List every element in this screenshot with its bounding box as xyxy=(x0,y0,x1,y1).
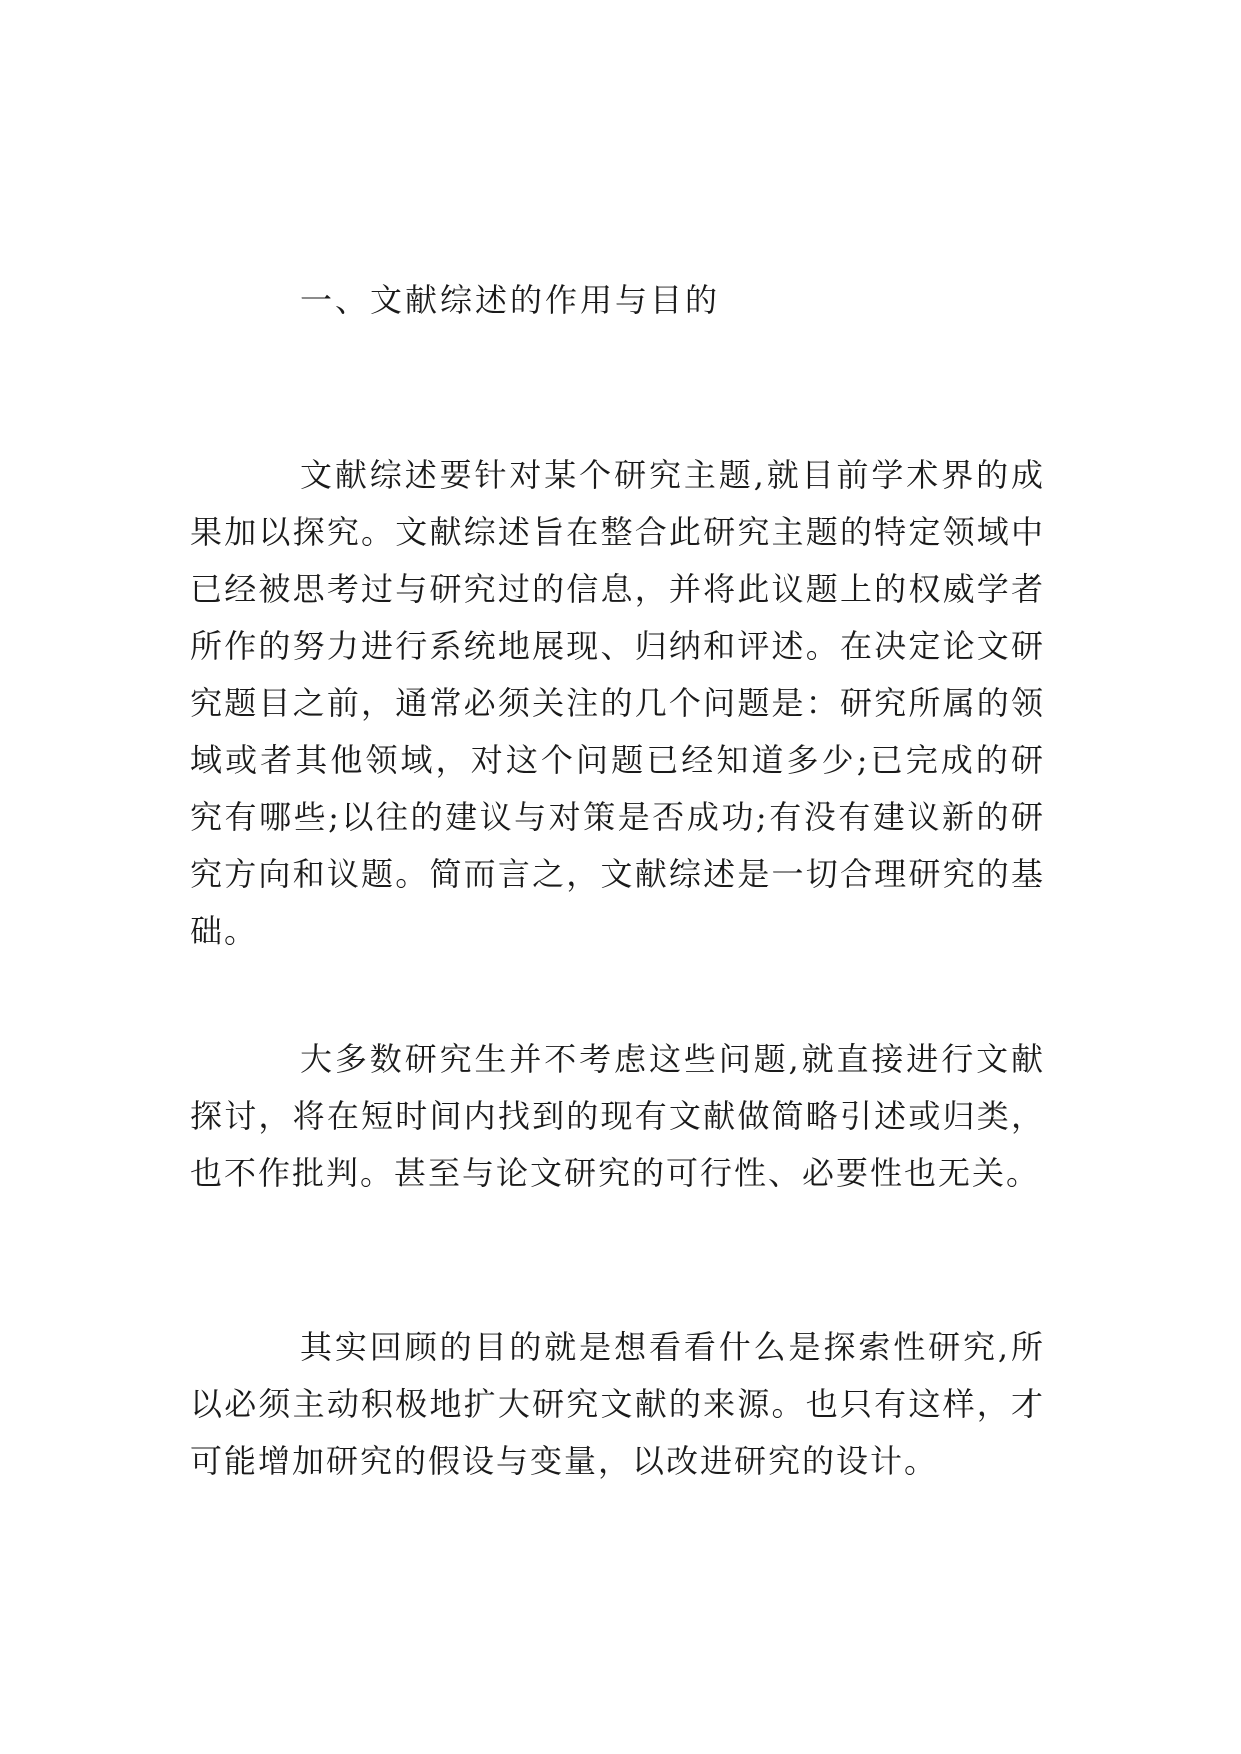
paragraph-2: 大多数研究生并不考虑这些问题,就直接进行文献探讨，将在短时间内找到的现有文献做简略引述或归类，也不作批判。甚至与论文研究的可行性、必要性也无关。 xyxy=(190,1040,1045,1192)
paragraph-3: 其实回顾的目的就是想看看什么是探索性研究,所以必须主动积极地扩大研究文献的来源。也只有这样，才可能增加研究的假设与变量，以改进研究的设计。 xyxy=(190,1328,1045,1480)
paragraph-1: 文献综述要针对某个研究主题,就目前学术界的成果加以探究。文献综述旨在整合此研究主题的特定领域中已经被思考过与研究过的信息，并将此议题上的权威学者所作的努力进行系统地展现、归纳和评述。在决定论文研究题目之前，通常必须关注的几个问题是：研究所属的领域或者其他领域，对这个问题已经知道多少;已完成的研究有哪些;以往的建议与对策是否成功;有没有建议新的研究方向和议题。简而言之，文献综述是一切合理研究的基础。 xyxy=(190,456,1045,950)
section-heading: 一、文献综述的作用与目的 xyxy=(300,281,721,319)
